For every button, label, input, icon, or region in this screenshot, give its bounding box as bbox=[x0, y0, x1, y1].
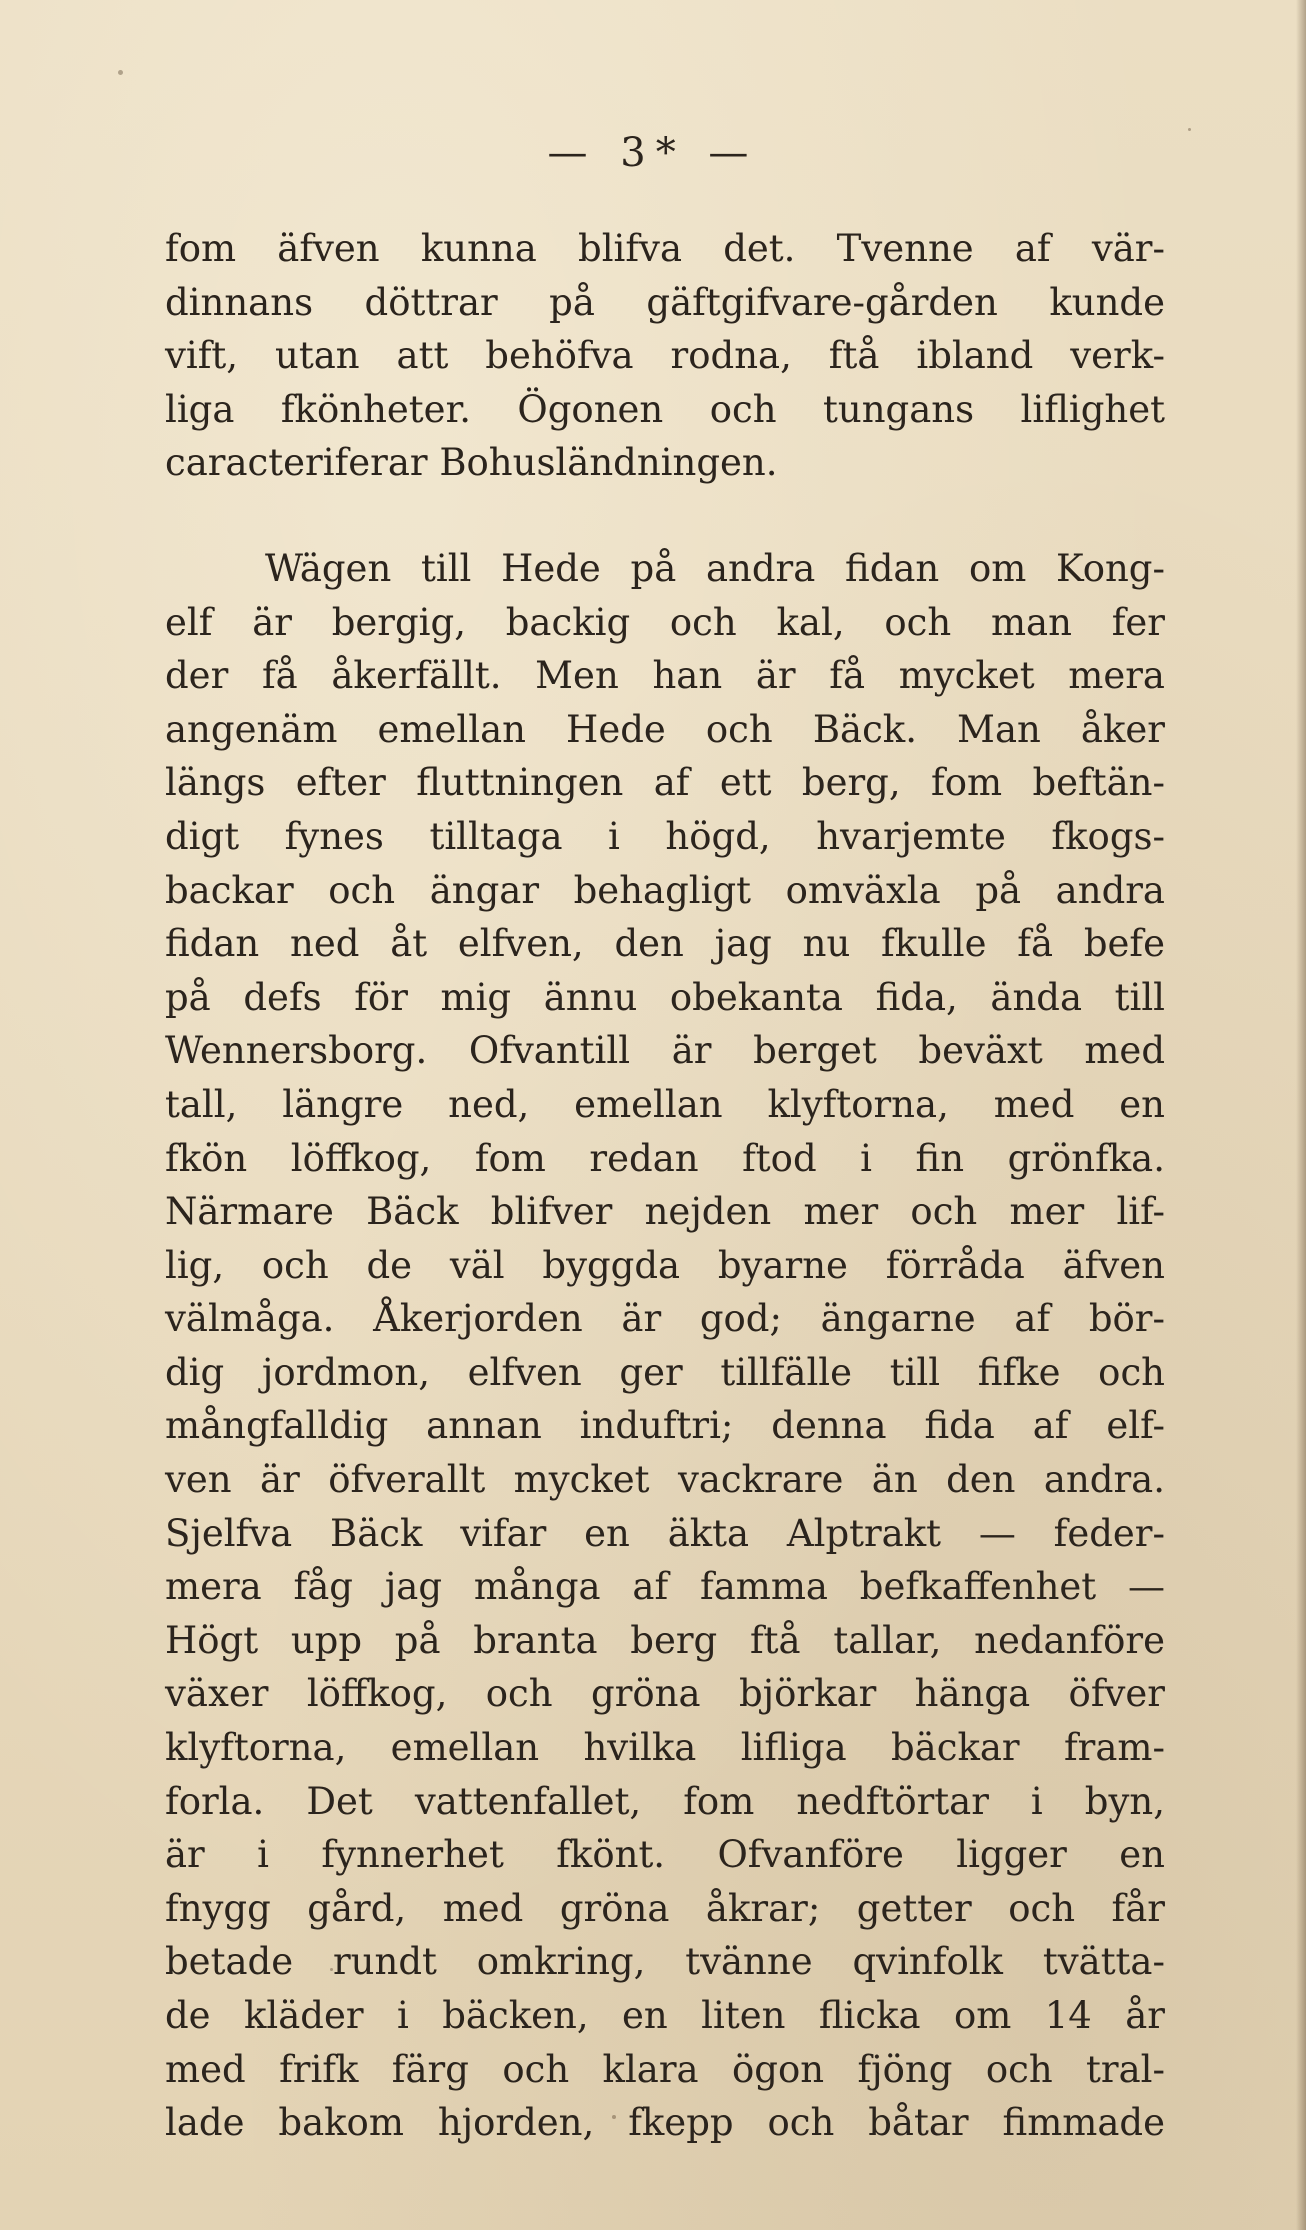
paper-fleck bbox=[118, 70, 123, 75]
text-line: lig, och de väl byggda byarne förråda äfven bbox=[165, 1243, 1165, 1287]
text-line: caracteriferar Bohusländningen. bbox=[165, 441, 778, 485]
page-number: — 3* — bbox=[547, 130, 759, 176]
text-line: växer löffkog, och gröna björkar hänga öfver bbox=[165, 1672, 1165, 1716]
body-text bbox=[165, 222, 1165, 2150]
text-line: fom äfven kunna blifva det. Tvenne af vär- bbox=[165, 227, 1165, 270]
text-line: fnygg gård, med gröna åkrar; getter och får bbox=[165, 1886, 1165, 1930]
text-line: är i fynnerhet fkönt. Ofvanföre ligger en bbox=[165, 1833, 1165, 1877]
text-line: digt fynes tilltaga i högd, hvarjemte fkogs- bbox=[165, 814, 1165, 858]
text-line: dinnans döttrar på gäftgifvare-gården kunde bbox=[165, 280, 1165, 324]
paper-fleck bbox=[330, 1968, 333, 1971]
text-line: dig jordmon, elfven ger tillfälle till fifke och bbox=[165, 1350, 1165, 1394]
text-line: Högt upp på branta berg ftå tallar, nedanföre bbox=[165, 1618, 1165, 1662]
text-line: de kläder i bäcken, en liten flicka om 14 år bbox=[165, 1994, 1165, 2037]
text-line: längs efter fluttningen af ett berg, fom beftän- bbox=[165, 761, 1165, 805]
text-line: betade rundt omkring, tvänne qvinfolk tvätta- bbox=[165, 1940, 1165, 1984]
text-line: fkön löffkog, fom redan ftod i fin grönfka. bbox=[165, 1136, 1165, 1180]
text-line: på defs för mig ännu obekanta fida, ända till bbox=[165, 975, 1165, 1019]
paragraph-1 bbox=[165, 222, 1165, 490]
text-line: angenäm emellan Hede och Bäck. Man åker bbox=[165, 707, 1165, 751]
text-line: ven är öfverallt mycket vackrare än den andra. bbox=[165, 1458, 1165, 1502]
text-line: välmåga. Åkerjorden är god; ängarne af bör- bbox=[165, 1297, 1165, 1341]
text-line: mångfalldig annan induftri; denna fida af elf- bbox=[165, 1404, 1165, 1448]
paper-fleck bbox=[612, 2115, 616, 2119]
text-line: Wägen till Hede på andra fidan om Kong- bbox=[265, 546, 1165, 590]
text-line: Närmare Bäck blifver nejden mer och mer lif- bbox=[165, 1190, 1165, 1234]
text-line: der få åkerfällt. Men han är få mycket mera bbox=[165, 654, 1165, 698]
paper-fleck bbox=[1188, 128, 1191, 131]
text-line: lade bakom hjorden, fkepp och båtar fimmade bbox=[165, 2101, 1165, 2145]
paragraph-2 bbox=[165, 542, 1165, 2150]
text-line: tall, längre ned, emellan klyftorna, med en bbox=[165, 1082, 1165, 1126]
text-line: forla. Det vattenfallet, fom nedftörtar i byn, bbox=[165, 1779, 1165, 1823]
page-edge-shadow bbox=[1296, 0, 1306, 2230]
text-line: med frifk färg och klara ögon fjöng och tral- bbox=[165, 2047, 1165, 2091]
text-line: klyftorna, emellan hvilka lifliga bäckar fram- bbox=[165, 1726, 1165, 1770]
text-line: fidan ned åt elfven, den jag nu fkulle få befe bbox=[165, 922, 1165, 966]
text-line: liga fkönheter. Ögonen och tungans liflighet bbox=[165, 387, 1165, 431]
text-line: Wennersborg. Ofvantill är berget beväxt med bbox=[165, 1029, 1165, 1073]
text-line: mera fåg jag många af famma befkaffenhet — bbox=[165, 1565, 1165, 1609]
text-line: Sjelfva Bäck vifar en äkta Alptrakt — feder- bbox=[165, 1511, 1165, 1555]
text-line: vift, utan att behöfva rodna, ftå ibland verk- bbox=[165, 334, 1165, 378]
text-line: elf är bergig, backig och kal, och man fer bbox=[165, 600, 1165, 644]
text-line: backar och ängar behagligt omväxla på andra bbox=[165, 868, 1165, 912]
